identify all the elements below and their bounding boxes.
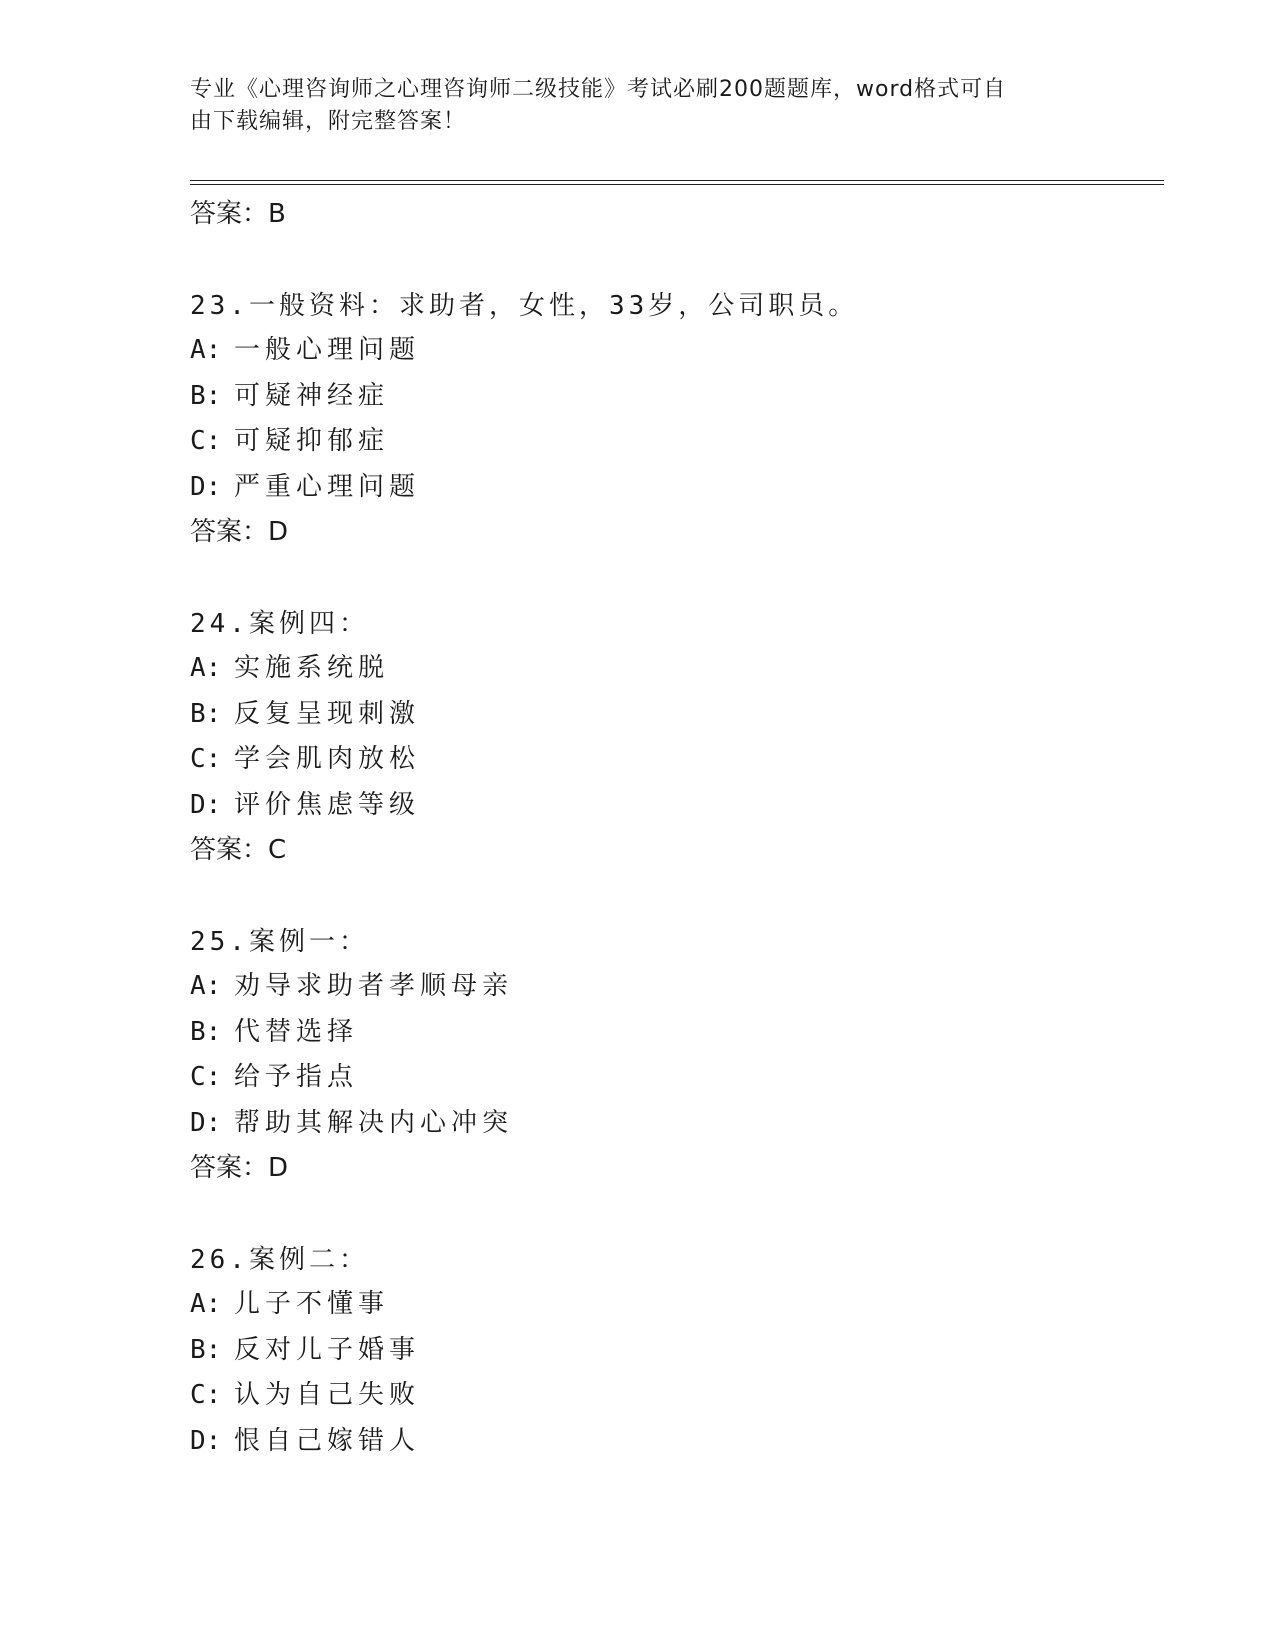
option-b [190, 692, 1150, 738]
option-text: 劝导求助者孝顺母亲 [234, 971, 514, 1001]
option-text: 学会肌肉放松 [234, 744, 421, 774]
option-c [190, 1373, 1150, 1419]
option-b [190, 1010, 1150, 1056]
answer-line: 答案：D [190, 517, 289, 547]
option-text: 反对儿子婚事 [234, 1334, 421, 1365]
option-b [190, 1328, 1150, 1374]
option-text: 认为自己失败 [234, 1380, 421, 1410]
question-list [190, 192, 1150, 1464]
option-key: C: [190, 1380, 222, 1410]
option-text: 帮助其解决内心冲突 [234, 1107, 514, 1138]
option-a [190, 328, 1150, 374]
option-text: 代替选择 [234, 1016, 359, 1047]
option-key: B: [190, 698, 222, 729]
option-d [190, 465, 1150, 511]
option-key: A: [190, 653, 222, 683]
header-divider-top [190, 180, 1164, 181]
question-block [190, 602, 1150, 872]
option-key: C: [190, 744, 222, 774]
option-key: C: [190, 1062, 222, 1092]
question-title: 23.一般资料：求助者，女性，33岁，公司职员。 [190, 291, 859, 321]
option-key: D: [190, 471, 222, 502]
option-text: 严重心理问题 [234, 471, 421, 502]
header-divider-bottom [190, 184, 1164, 185]
option-key: A: [190, 1289, 222, 1319]
option-c [190, 1055, 1150, 1101]
option-c [190, 419, 1150, 465]
option-text: 给予指点 [234, 1062, 359, 1092]
option-key: B: [190, 380, 222, 411]
header-line-2: 由下载编辑，附完整答案！ [190, 109, 467, 134]
answer-line: 答案：C [190, 835, 287, 865]
question-title: 26.案例二： [190, 1245, 369, 1275]
question-title: 25.案例一： [190, 927, 369, 957]
option-c [190, 737, 1150, 783]
option-text: 儿子不懂事 [234, 1289, 390, 1319]
option-d [190, 783, 1150, 829]
option-text: 一般心理问题 [234, 335, 421, 365]
option-text: 恨自己嫁错人 [234, 1425, 421, 1456]
question-block [190, 920, 1150, 1190]
option-key: A: [190, 971, 222, 1001]
option-key: B: [190, 1016, 222, 1047]
document-header [190, 74, 1070, 138]
option-d [190, 1419, 1150, 1465]
option-text: 反复呈现刺激 [234, 698, 421, 729]
option-key: A: [190, 335, 222, 365]
option-key: D: [190, 1107, 222, 1138]
option-a [190, 1282, 1150, 1328]
option-d [190, 1101, 1150, 1147]
option-text: 实施系统脱 [234, 653, 390, 683]
header-line-1: 专业《心理咨询师之心理咨询师二级技能》考试必刷200题题库，word格式可自 [190, 77, 1007, 102]
option-a [190, 964, 1150, 1010]
question-block [190, 284, 1150, 554]
option-key: D: [190, 789, 222, 820]
question-title: 24.案例四： [190, 609, 369, 639]
answer-line: 答案：B [190, 199, 286, 229]
option-text: 可疑神经症 [234, 380, 390, 411]
option-text: 可疑抑郁症 [234, 426, 390, 456]
answer-line: 答案：D [190, 1153, 289, 1183]
option-key: C: [190, 426, 222, 456]
option-b [190, 374, 1150, 420]
option-key: B: [190, 1334, 222, 1365]
option-key: D: [190, 1425, 222, 1456]
option-a [190, 646, 1150, 692]
question-block [190, 1238, 1150, 1464]
option-text: 评价焦虑等级 [234, 789, 421, 820]
